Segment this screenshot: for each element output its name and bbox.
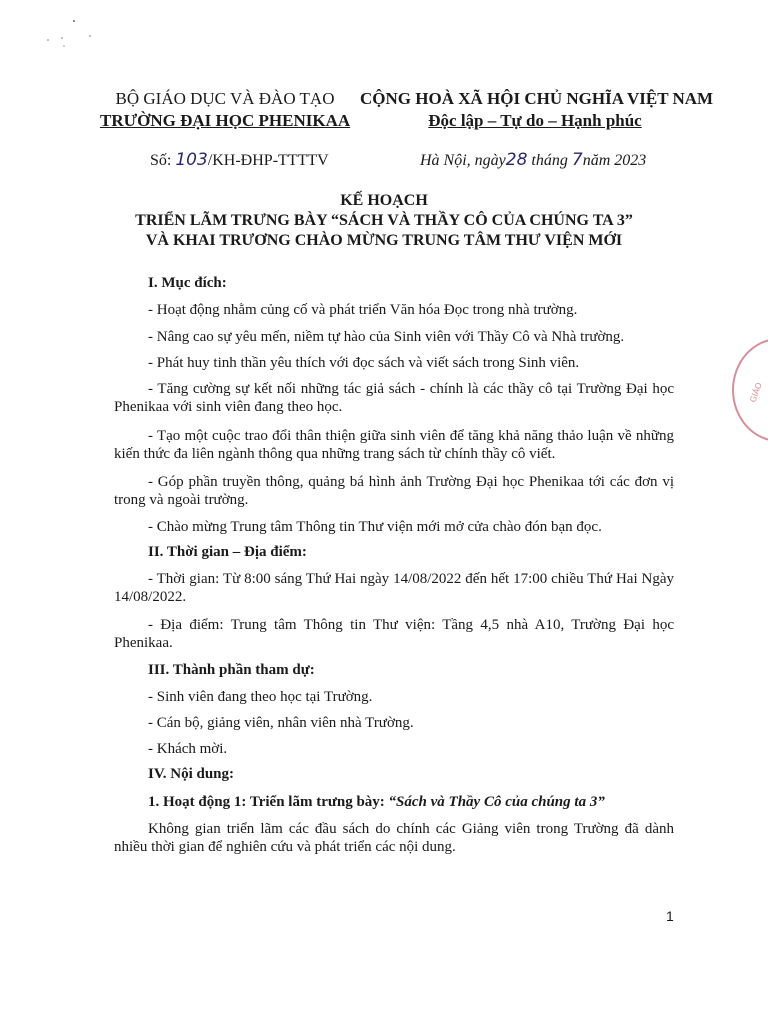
national-motto: Độc lập – Tự do – Hạnh phúc	[428, 111, 642, 130]
ministry-name: BỘ GIÁO DỤC VÀ ĐÀO TẠO	[115, 89, 335, 108]
header-right	[360, 88, 714, 132]
page-number: 1	[666, 908, 674, 924]
official-seal	[732, 338, 768, 442]
handwritten-day: 28	[505, 150, 528, 170]
list-item: - Tạo một cuộc trao đổi thân thiện giữa sinh viên để tăng khả năng thảo luận về những kiến thức đa liên ngành thông qua những trang sách từ chính thầy cô viết.	[114, 428, 674, 462]
document-number: Số: 103/KH-ĐHP-TTTTV	[150, 150, 329, 170]
section-4-heading: IV. Nội dung:	[148, 766, 235, 782]
list-item: - Chào mừng Trung tâm Thông tin Thư viện mới mở cửa chào đón bạn đọc.	[148, 519, 602, 535]
doc-title-line3: VÀ KHAI TRƯƠNG CHÀO MỪNG TRUNG TÂM THƯ VIỆN MỚI	[145, 232, 623, 249]
list-item: - Tăng cường sự kết nối những tác giả sách - chính là các thầy cô tại Trường Đại học Phenikaa với sinh viên đang theo học.	[114, 381, 674, 415]
list-item: - Nâng cao sự yêu mến, niềm tự hào của Sinh viên với Thầy Cô và Nhà trường.	[148, 329, 625, 345]
list-item: - Khách mời.	[148, 741, 228, 757]
university-name: TRƯỜNG ĐẠI HỌC PHENIKAA	[100, 111, 351, 130]
seal-text: GIÁO	[748, 381, 764, 404]
handwritten-month: 7	[571, 150, 583, 170]
scan-speckles	[40, 18, 100, 48]
list-item: - Phát huy tinh thần yêu thích với đọc sách và viết sách trong Sinh viên.	[148, 355, 580, 371]
section-2-heading: II. Thời gian – Địa điểm:	[148, 544, 307, 560]
list-item: - Cán bộ, giảng viên, nhân viên nhà Trường.	[148, 715, 414, 731]
list-item: - Hoạt động nhằm củng cố và phát triển Văn hóa Đọc trong nhà trường.	[148, 302, 578, 318]
subsection-heading: 1. Hoạt động 1: Triển lãm trưng bày: “Sách và Thầy Cô của chúng ta 3”	[148, 794, 605, 810]
list-item: - Góp phần truyền thông, quảng bá hình ảnh Trường Đại học Phenikaa tới các đơn vị trong và ngoài trường.	[114, 474, 674, 508]
doc-title-line2: TRIỂN LÃM TRƯNG BÀY “SÁCH VÀ THẦY CÔ CỦA CHÚNG TA 3”	[135, 212, 633, 229]
section-3-heading: III. Thành phần tham dự:	[148, 662, 315, 678]
content-paragraph: Không gian triển lãm các đầu sách do chính các Giảng viên trong Trường đã dành nhiều thời gian để nghiên cứu và phát triển các nội dung.	[114, 821, 674, 855]
doc-title: KẾ HOẠCH	[340, 192, 428, 209]
list-item: - Địa điểm: Trung tâm Thông tin Thư viện: Tầng 4,5 nhà A10, Trường Đại học Phenikaa.	[114, 617, 674, 651]
handwritten-number: 103	[175, 150, 208, 170]
section-1-heading: I. Mục đích:	[148, 275, 227, 291]
national-title: CỘNG HOÀ XÃ HỘI CHỦ NGHĨA VIỆT NAM	[360, 89, 714, 108]
header-left	[100, 88, 350, 132]
list-item: - Thời gian: Từ 8:00 sáng Thứ Hai ngày 14/08/2022 đến hết 17:00 chiều Thứ Hai Ngày 14/08/2022.	[114, 571, 674, 605]
document-date: Hà Nội, ngày28 tháng 7năm 2023	[420, 150, 647, 170]
list-item: - Sinh viên đang theo học tại Trường.	[148, 689, 373, 705]
